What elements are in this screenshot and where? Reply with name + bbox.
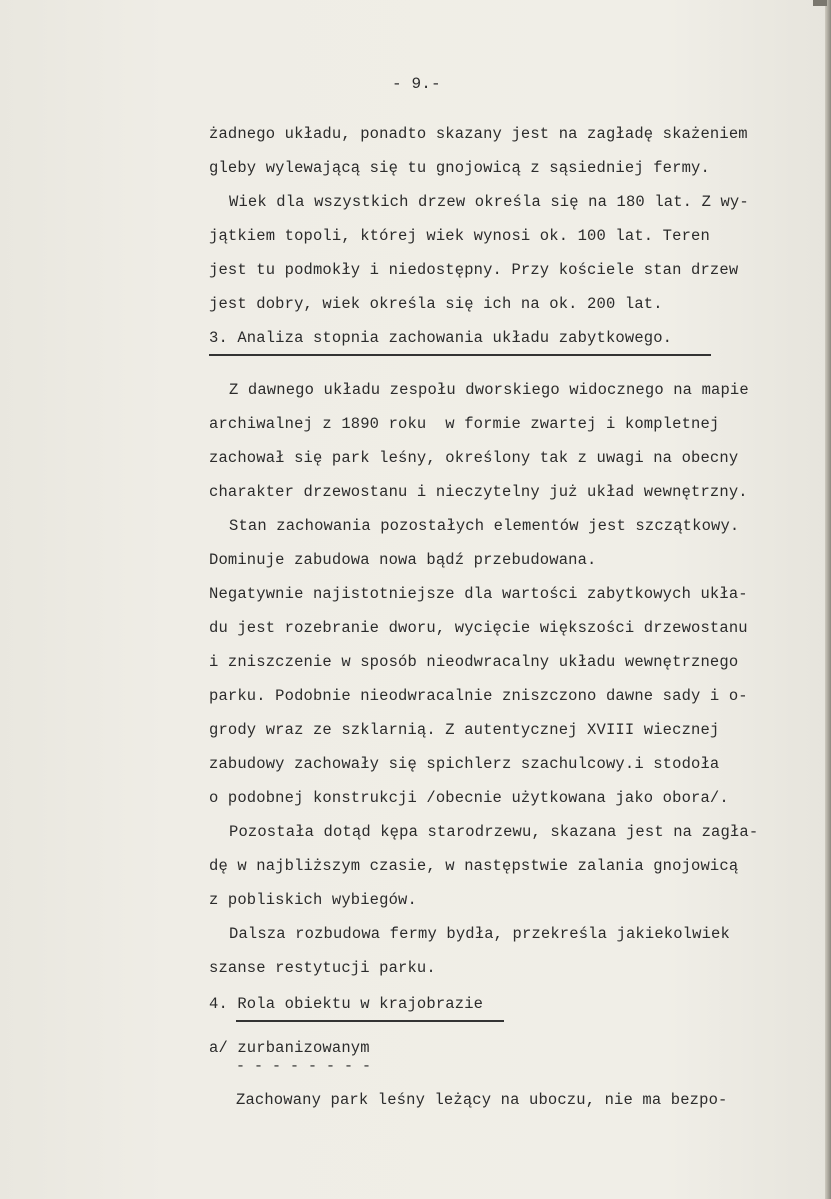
text-line: Wiek dla wszystkich drzew określa się na 180 lat. Z wy- bbox=[229, 193, 749, 211]
text-line: Z dawnego układu zespołu dworskiego widocznego na mapie bbox=[229, 381, 749, 399]
text-line: Zachowany park leśny leżący na uboczu, nie ma bezpo- bbox=[236, 1091, 728, 1109]
text-line: jest tu podmokły i niedostępny. Przy kościele stan drzew bbox=[209, 261, 739, 279]
text-line: parku. Podobnie nieodwracalnie zniszczono dawne sady i o- bbox=[209, 687, 748, 705]
text-line: gleby wylewającą się tu gnojowicą z sąsiedniej fermy. bbox=[209, 159, 710, 177]
subsection-heading: a/ zurbanizowanym bbox=[209, 1039, 370, 1057]
page-edge bbox=[825, 0, 831, 1199]
text-line: zabudowy zachowały się spichlerz szachulcowy.i stodoła bbox=[209, 755, 720, 773]
section-heading-4: 4. Rola obiektu w krajobrazie bbox=[209, 995, 484, 1013]
text-line: Stan zachowania pozostałych elementów jest szczątkowy. bbox=[229, 517, 740, 535]
corner-mark bbox=[813, 0, 827, 6]
text-line: du jest rozebranie dworu, wycięcie większości drzewostanu bbox=[209, 619, 748, 637]
text-line: szanse restytucji parku. bbox=[209, 959, 436, 977]
dashed-underline: - - - - - - - - bbox=[236, 1058, 372, 1075]
page-number: - 9.- bbox=[392, 75, 441, 93]
section-heading-3: 3. Analiza stopnia zachowania układu zabytkowego. bbox=[209, 329, 673, 347]
text-line: archiwalnej z 1890 roku w formie zwartej i kompletnej bbox=[209, 415, 720, 433]
text-line: Negatywnie najistotniejsze dla wartości zabytkowych ukła- bbox=[209, 585, 748, 603]
text-line: żadnego układu, ponadto skazany jest na zagładę skażeniem bbox=[209, 125, 748, 143]
heading-underline bbox=[236, 1020, 504, 1022]
text-line: i zniszczenie w sposób nieodwracalny układu wewnętrznego bbox=[209, 653, 739, 671]
text-line: dę w najbliższym czasie, w następstwie zalania gnojowicą bbox=[209, 857, 739, 875]
text-line: z pobliskich wybiegów. bbox=[209, 891, 417, 909]
text-line: Dominuje zabudowa nowa bądź przebudowana. bbox=[209, 551, 597, 569]
text-line: jest dobry, wiek określa się ich na ok. 200 lat. bbox=[209, 295, 663, 313]
text-line: Dalsza rozbudowa fermy bydła, przekreśla jakiekolwiek bbox=[229, 925, 730, 943]
heading-underline bbox=[209, 354, 711, 356]
text-line: jątkiem topoli, której wiek wynosi ok. 100 lat. Teren bbox=[209, 227, 710, 245]
text-line: charakter drzewostanu i nieczytelny już układ wewnętrzny. bbox=[209, 483, 748, 501]
text-line: o podobnej konstrukcji /obecnie użytkowana jako obora/. bbox=[209, 789, 729, 807]
text-line: grody wraz ze szklarnią. Z autentycznej XVIII wiecznej bbox=[209, 721, 720, 739]
text-line: Pozostała dotąd kępa starodrzewu, skazana jest na zagła- bbox=[229, 823, 759, 841]
text-line: zachował się park leśny, określony tak z uwagi na obecny bbox=[209, 449, 739, 467]
